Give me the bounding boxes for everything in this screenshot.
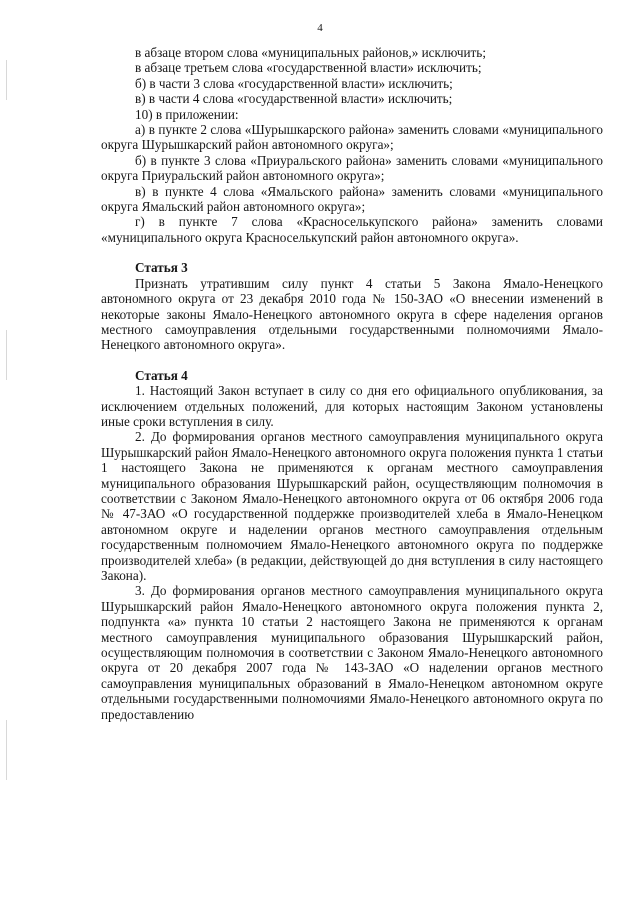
article-4-heading: Статья 4 (135, 367, 188, 383)
article-3-heading: Статья 3 (135, 260, 188, 276)
list-item: б) в пункте 3 слова «Приуральского района» заменить словами «муниципального округа Приуральский район автономного округа»; (101, 152, 603, 184)
list-item: б) в части 3 слова «государственной власти» исключить; (135, 75, 453, 91)
document-body (101, 45, 603, 722)
section-gap (101, 353, 603, 368)
list-item: а) в пункте 2 слова «Шурышкарского района» заменить словами «муниципального округа Шурышкарский район автономного округа»; (101, 122, 603, 153)
scan-edge-mark (6, 330, 7, 380)
list-item: в) в пункте 4 слова «Ямальского района» заменить словами «муниципального округа Ямальский район автономного округа»; (101, 183, 603, 215)
section-gap (101, 245, 603, 260)
list-item: 10) в приложении: (135, 106, 239, 122)
scan-edge-mark (6, 720, 7, 780)
list-item: в абзаце третьем слова «государственной власти» исключить; (135, 60, 482, 76)
article-4-paragraph-3: 3. До формирования органов местного самоуправления муниципального округа Шурышкарский район Ямало-Ненецкого автономного округа положения пункта 2, подпункта «а» пункта 10 статьи 2 настоящего Закона не применяются к органам местного самоуправления муниципального образования Шурышкарский район, осуществляющим полномочия в соответствии с Законом Ямало-Ненецкого автономного округа от 20 декабря 2007 года № 143-ЗАО «О наделении органов местного самоуправления муниципальных образований в Ямало-Ненецком автономном округе отдельными государственными полномочиями Ямало-Ненецкого автономного округа по предоставлению (101, 583, 603, 722)
scan-edge-mark (6, 60, 7, 100)
article-4-paragraph-1: 1. Настоящий Закон вступает в силу со дня его официального опубликования, за исключением отдельных положений, для которых настоящим Законом установлены иные сроки вступления в силу. (101, 383, 603, 429)
list-item: в) в части 4 слова «государственной власти» исключить; (135, 91, 453, 107)
article-3-text: Признать утратившим силу пункт 4 статьи 5 Закона Ямало-Ненецкого автономного округа от 23 декабря 2010 года № 150-ЗАО «О внесении изменений в некоторые законы Ямало-Ненецкого автономного округа в сфере наделения органов местного самоуправления отдельными государственными полномочиями Ямало-Ненецкого автономного округа». (101, 275, 603, 353)
list-item: в абзаце втором слова «муниципальных районов,» исключить; (135, 45, 486, 60)
page-number: 4 (317, 22, 323, 34)
list-item: г) в пункте 7 слова «Красноселькупского района» заменить словами «муниципального округа Красноселькупский район автономного округа». (101, 214, 603, 245)
article-4-paragraph-2: 2. До формирования органов местного самоуправления муниципального округа Шурышкарский район Ямало-Ненецкого автономного округа положения пункта 1 статьи 1 настоящего Закона не применяются к органам местного самоуправления муниципального образования Шурышкарский район, осуществляющим полномочия в соответствии с Законом Ямало-Ненецкого автономного округа от 06 октября 2006 года № 47-ЗАО «О государственной поддержке производителей хлеба в Ямало-Ненецком автономном округе и наделении органов местного самоуправления отдельным государственным полномочием Ямало-Ненецкого автономного округа по поддержке производителей хлеба» (в редакции, действующей до дня вступления в силу настоящего Закона). (101, 429, 603, 583)
